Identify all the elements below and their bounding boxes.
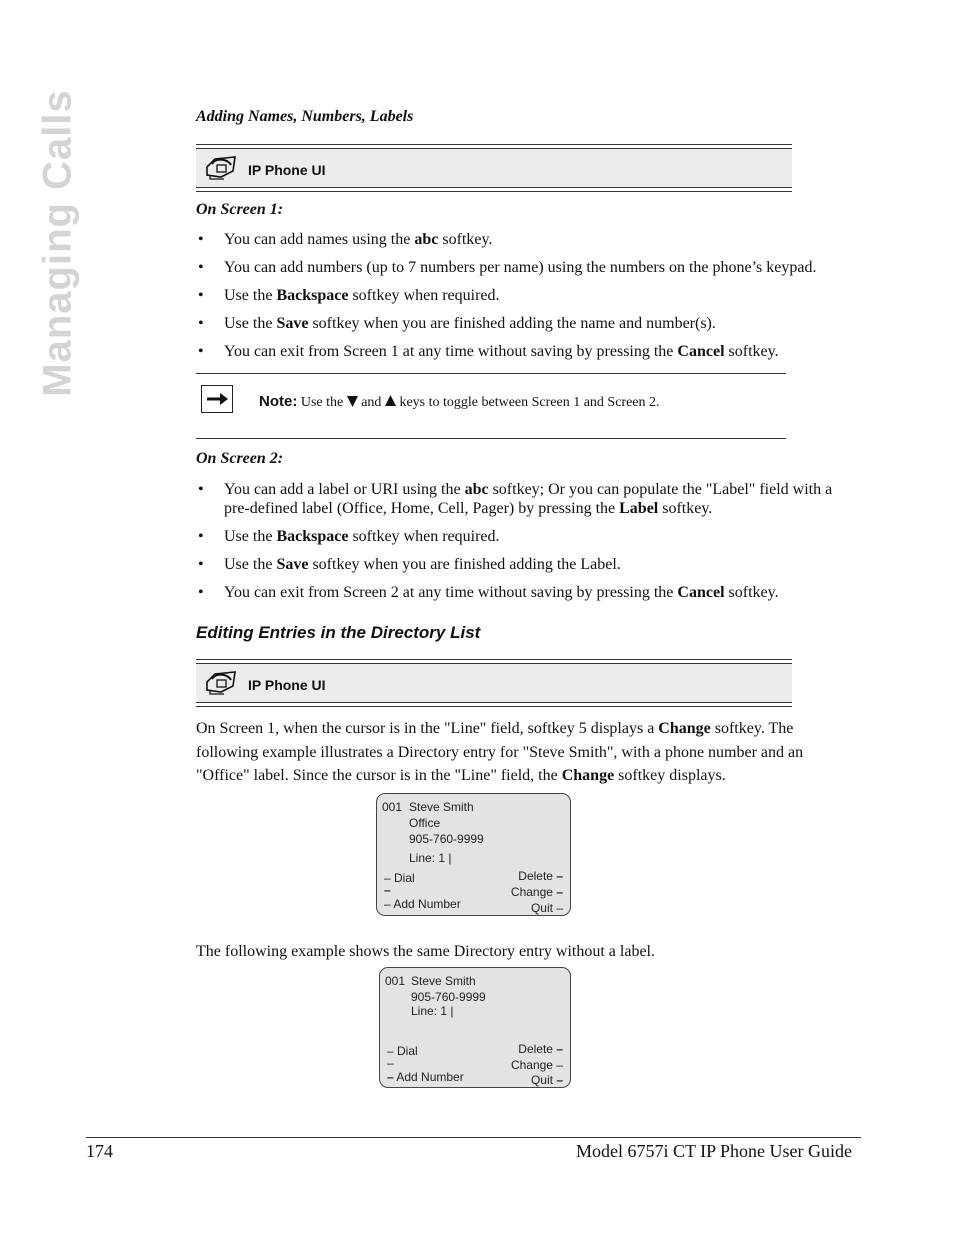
ip-phone-ui-label: IP Phone UI [248,162,326,178]
phone-screen-with-label [376,793,571,916]
entry-index: 001 [385,974,406,988]
no-label-paragraph: The following example shows the same Directory entry without a label. [196,943,655,960]
softkey-empty: – [387,1056,394,1070]
entry-index: 001 [382,800,403,814]
screen1-heading: On Screen 1: [196,201,284,218]
guide-title: Model 6757i CT IP Phone User Guide [576,1141,852,1161]
entry-label: Office [409,816,441,830]
ip-phone-ui-bar-2 [196,663,792,703]
bullet-item: • You can add numbers (up to 7 numbers per name) using the numbers on the phone’s keypad. [196,258,861,277]
section-heading-adding: Adding Names, Numbers, Labels [196,108,414,125]
bullet-item: • You can add a label or URI using the abc softkey; Or you can populate the "Label" field with a pre-defined label (Office, Home, Cell, Pager) by pressing the Label softkey. [196,480,861,518]
note-box [196,373,786,439]
note-text-2: and [361,395,382,410]
note-label: Note: [259,393,298,410]
note-text-1: Use the [300,395,344,410]
editing-paragraph: On Screen 1, when the cursor is in the "Line" field, softkey 5 displays a Change softkey. The following example illustrates a Directory entry for "Steve Smith", with a phone number and an "Office" label. Since the cursor is in the "Line" field, the Change softkey displays. [196,720,804,784]
softkey-add-number: – Add Number [387,1070,464,1084]
bullet-item: • You can exit from Screen 2 at any time without saving by pressing the Cancel softkey. [196,583,861,602]
ip-phone-ui-bar [196,148,792,188]
up-arrow-icon [385,395,396,407]
phone-screen-without-label [379,967,571,1088]
entry-line: Line: 1 | [409,851,452,865]
entry-line: Line: 1 | [411,1004,454,1018]
side-tab-label: Managing Calls [35,89,80,397]
softkey-change: Change – [510,1058,563,1072]
bullet-item: • Use the Backspace softkey when required. [196,527,861,546]
bullet-item: • You can add names using the abc softkey. [196,230,861,249]
softkey-dial: – Dial [387,1044,418,1058]
entry-name: Steve Smith [411,974,476,988]
softkey-change: Change – [510,885,563,899]
softkey-add-number: – Add Number [384,897,461,911]
softkey-dial: – Dial [384,871,415,885]
bullet-item: • Use the Backspace softkey when required. [196,286,861,305]
entry-number: 905-760-9999 [409,832,484,846]
softkey-delete: Delete – [518,869,563,883]
section-heading-editing: Editing Entries in the Directory List [196,623,481,642]
phone-icon [204,670,238,696]
bullet-item: • Use the Save softkey when you are finished adding the Label. [196,555,861,574]
bullet-item: • You can exit from Screen 1 at any time without saving by pressing the Cancel softkey. [196,342,861,361]
screen2-heading: On Screen 2: [196,450,284,467]
page-number: 174 [86,1141,113,1161]
phone-icon [204,155,238,181]
bullet-item: • Use the Save softkey when you are finished adding the name and number(s). [196,314,861,333]
entry-number: 905-760-9999 [411,990,486,1004]
softkey-delete: Delete – [518,1042,563,1056]
softkey-empty: – [384,883,391,897]
side-tab [35,89,80,397]
right-arrow-icon [202,386,232,412]
note-arrow-box [201,385,233,413]
note-text-3: keys to toggle between Screen 1 and Screen 2. [399,395,660,410]
screen2-bullet-list [196,480,861,611]
softkey-quit: Quit – [530,1073,563,1087]
softkey-quit: Quit – [530,901,563,915]
ip-phone-ui-label: IP Phone UI [248,677,326,693]
note-text [259,393,660,411]
down-arrow-icon [347,395,358,407]
footer-rule [86,1137,861,1138]
entry-name: Steve Smith [409,800,474,814]
screen1-bullet-list [196,230,861,370]
